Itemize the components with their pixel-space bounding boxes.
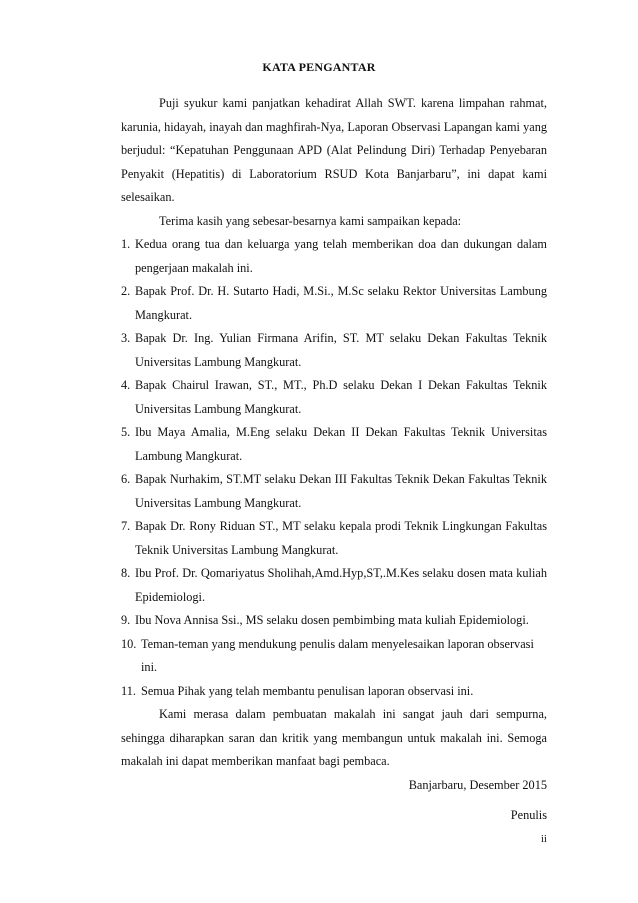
list-number: 9. <box>121 613 131 627</box>
list-item <box>121 280 547 327</box>
list-text: Teman-teman yang mendukung penulis dalam menyelesaikan laporan observasi ini. <box>141 636 534 674</box>
list-item <box>121 233 547 280</box>
list-item <box>121 327 547 374</box>
thanks-list <box>121 233 547 703</box>
list-item <box>121 421 547 468</box>
list-text: Bapak Chairul Irawan, ST., MT., Ph.D selaku Dekan I Dekan Fakultas Teknik Universitas Lambung Mangkurat. <box>135 378 547 416</box>
list-number: 11. <box>121 683 136 698</box>
list-item <box>121 609 547 633</box>
page-title: KATA PENGANTAR <box>262 60 376 74</box>
list-text: Ibu Maya Amalia, M.Eng selaku Dekan II Dekan Fakultas Teknik Universitas Lambung Mangkurat. <box>135 425 547 463</box>
list-text: Semua Pihak yang telah membantu penulisan laporan observasi ini. <box>141 683 474 698</box>
list-number: 5. <box>121 425 131 439</box>
list-item <box>121 515 547 562</box>
list-item <box>121 633 547 680</box>
list-item <box>121 562 547 609</box>
list-number: 7. <box>121 519 131 533</box>
list-text: Kedua orang tua dan keluarga yang telah memberikan doa dan dukungan dalam pengerjaan makalah ini. <box>135 237 547 275</box>
list-item <box>121 468 547 515</box>
list-text: Bapak Nurhakim, ST.MT selaku Dekan III Fakultas Teknik Dekan Fakultas Teknik Universitas Lambung Mangkurat. <box>135 472 547 510</box>
closing-paragraph: Kami merasa dalam pembuatan makalah ini sangat jauh dari sempurna, sehingga diharapkan saran dan kritik yang membangun untuk makalah ini. Semoga makalah ini dapat memberikan manfaat bagi pembaca. <box>121 707 547 768</box>
list-number: 1. <box>121 237 131 251</box>
list-text: Bapak Prof. Dr. H. Sutarto Hadi, M.Si., M.Sc selaku Rektor Universitas Lambung Mangkurat. <box>135 284 547 322</box>
list-text: Ibu Prof. Dr. Qomariyatus Sholihah,Amd.Hyp,ST,.M.Kes selaku dosen mata kuliah Epidemiologi. <box>135 566 547 604</box>
list-text: Ibu Nova Annisa Ssi., MS selaku dosen pembimbing mata kuliah Epidemiologi. <box>135 613 529 627</box>
list-text: Bapak Dr. Rony Riduan ST., MT selaku kepala prodi Teknik Lingkungan Fakultas Teknik Universitas Lambung Mangkurat. <box>135 519 547 557</box>
list-number: 8. <box>121 566 131 580</box>
author-signature: Penulis <box>510 808 547 822</box>
list-number: 4. <box>121 378 131 392</box>
thanks-intro: Terima kasih yang sebesar-besarnya kami sampaikan kepada: <box>159 213 462 228</box>
list-item <box>121 680 547 704</box>
list-number: 3. <box>121 331 131 345</box>
list-number: 2. <box>121 284 131 298</box>
list-number: 6. <box>121 472 131 486</box>
page-number: ii <box>540 833 547 845</box>
list-item <box>121 374 547 421</box>
list-text: Bapak Dr. Ing. Yulian Firmana Arifin, ST. MT selaku Dekan Fakultas Teknik Universitas Lambung Mangkurat. <box>135 331 547 369</box>
intro-paragraph: Puji syukur kami panjatkan kehadirat Allah SWT. karena limpahan rahmat, karunia, hidayah, inayah dan maghfirah-Nya, Laporan Observasi Lapangan kami yang berjudul: “Kepatuhan Penggunaan APD (Alat Pelindung Diri) Terhadap Penyebaran Penyakit (Hepatitis) di Laboratorium RSUD Kota Banjarbaru”, ini dapat kami selesaikan. <box>121 96 547 204</box>
list-number: 10. <box>121 636 137 651</box>
place-date: Banjarbaru, Desember 2015 <box>408 777 547 792</box>
page-content <box>121 92 547 797</box>
